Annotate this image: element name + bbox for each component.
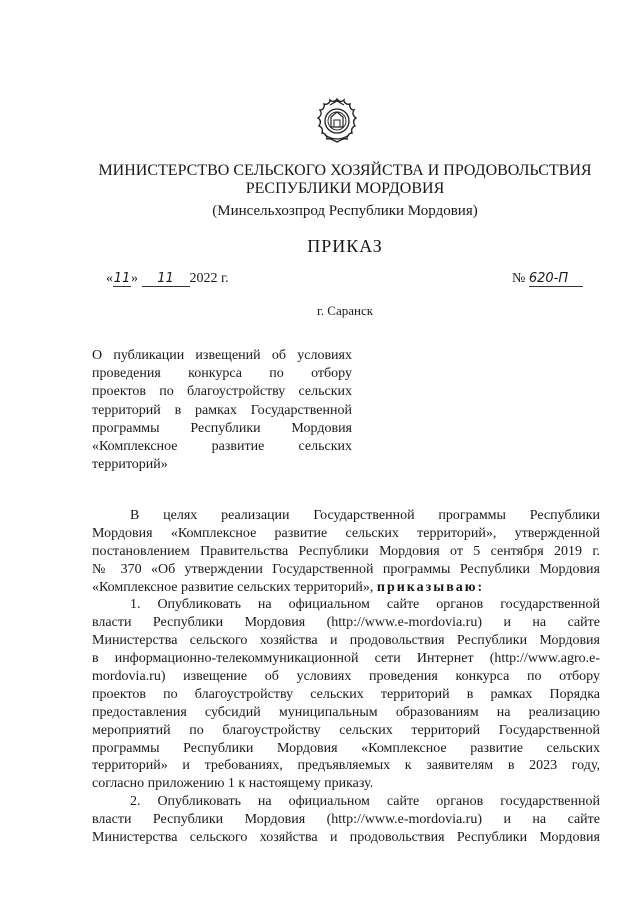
body-line: предоставления субсидий муниципальным образованиям на реализацию (92, 704, 600, 720)
body-line: постановлением Правительства Республики Мордовия от 5 сентября 2019 г. (92, 543, 600, 559)
body-line: территорий» и требованиях, предъявляемых к заявителям в 2023 году, (92, 758, 600, 774)
ministry-name-line1: МИНИСТЕРСТВО СЕЛЬСКОГО ХОЗЯЙСТВА И ПРОДОВОЛЬСТВИЯ (98, 162, 592, 179)
body-line (92, 579, 600, 597)
date-open-quote: « (106, 271, 113, 286)
ministry-short-name: (Минсельхозпрод Республики Мордовия) (212, 203, 478, 219)
body-line: власти Республики Мордовия (http://www.e-mordovia.ru) и на сайте (92, 812, 600, 828)
document-type-title: ПРИКАЗ (307, 236, 383, 256)
order-subject (92, 347, 352, 474)
body-line: Мордовия «Комплексное развитие сельских территорий», утвержденной (92, 525, 600, 541)
body-line: в информационно-телекоммуникационной сети Интернет (http://www.agro.e- (92, 651, 600, 667)
subject-line: «Комплексное развитие сельских (92, 438, 352, 454)
body-line: № 370 «Об утверждении Государственной программы Республики Мордовия (92, 561, 600, 577)
subject-line: О публикации извещений об условиях (92, 348, 352, 363)
body-line: 1. Опубликовать на официальном сайте органов государственной (130, 597, 600, 613)
order-body (92, 507, 600, 847)
coat-of-arms-icon (316, 97, 358, 143)
document-date (106, 271, 229, 287)
date-close-quote: » (131, 271, 138, 286)
subject-line: проектов по благоустройству сельских (92, 384, 352, 400)
number-value: 620-П (529, 271, 583, 287)
subject-line: проведения конкурса по отбору (92, 366, 352, 382)
body-line: Министерства сельского хозяйства и продовольствия Республики Мордовия (92, 633, 600, 649)
order-word: приказываю: (376, 579, 485, 595)
body-line: Министерства сельского хозяйства и продовольствия Республики Мордовия (92, 830, 600, 846)
body-line: 2. Опубликовать на официальном сайте органов государственной (130, 794, 600, 810)
subject-line: программы Республики Мордовия (92, 420, 352, 436)
date-year: 2022 г. (189, 271, 229, 286)
date-month: 11 (142, 271, 190, 287)
body-line-text: «Комплексное развитие сельских территорий», (92, 579, 374, 595)
date-day: 11 (113, 271, 131, 286)
number-label: № (512, 271, 526, 286)
body-line: В целях реализации Государственной программы Республики (130, 508, 600, 523)
subject-line: территорий» (92, 457, 168, 473)
ministry-name-line2: РЕСПУБЛИКИ МОРДОВИЯ (245, 180, 445, 197)
body-line: согласно приложению 1 к настоящему приказу. (92, 776, 374, 792)
body-line: проектов по благоустройству сельских территорий в рамках Порядка (92, 686, 600, 702)
document-number (512, 271, 583, 287)
body-line: mordovia.ru) извещение об условиях проведения конкурса по отбору (92, 669, 600, 685)
body-line: программы Республики Мордовия «Комплексное развитие сельских (92, 740, 600, 756)
body-line: мероприятий по благоустройству сельских территорий Государственной (92, 722, 600, 738)
body-line: власти Республики Мордовия (http://www.e-mordovia.ru) и на сайте (92, 615, 600, 631)
city-name: г. Саранск (316, 303, 374, 318)
subject-line: территорий в рамках Государственной (92, 402, 352, 418)
